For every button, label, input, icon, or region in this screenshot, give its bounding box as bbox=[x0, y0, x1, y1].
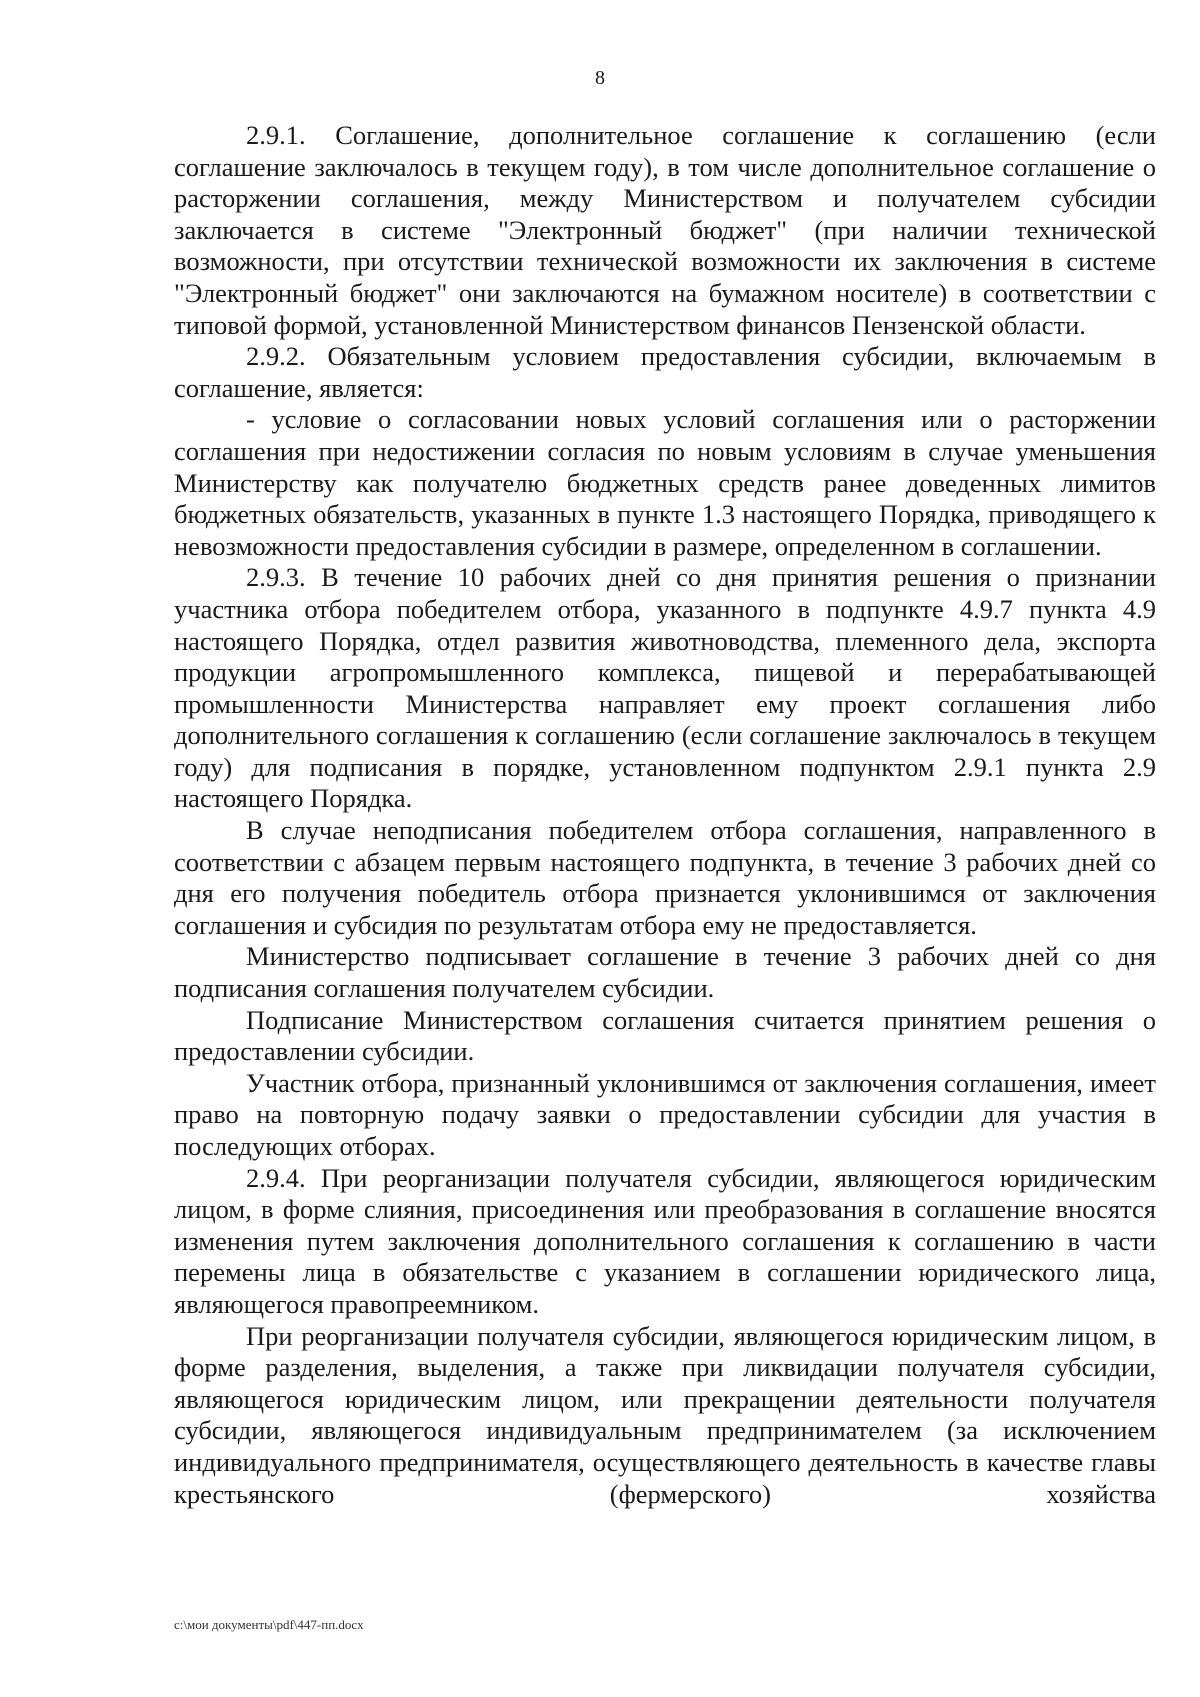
paragraph-signing-decision: Подписание Министерством соглашения считается принятием решения о предоставлении субсидии. bbox=[174, 1004, 1156, 1067]
paragraph-2-9-3: 2.9.3. В течение 10 рабочих дней со дня принятия решения о признании участника отбора победителем отбора, указанного в подпункте 4.9.7 пункта 4.9 настоящего Порядка, отдел развития животноводства, племенного дела, экспорта продукции агропромышленного комплекса, пищевой и перерабатывающей промышленности Министерства направляет ему проект соглашения либо дополнительного соглашения к соглашению (если соглашение заключалось в текущем году) для подписания в порядке, установленном подпунктом 2.9.1 пункта 2.9 настоящего Порядка. bbox=[174, 562, 1156, 814]
paragraph-2-9-4: 2.9.4. При реорганизации получателя субсидии, являющегося юридическим лицом, в форме слияния, присоединения или преобразования в соглашение вносятся изменения путем заключения дополнительного соглашения к соглашению в части перемены лица в обязательстве с указанием в соглашении юридического лица, являющегося правопреемником. bbox=[174, 1162, 1156, 1319]
paragraph-2-9-2: 2.9.2. Обязательным условием предоставления субсидии, включаемым в соглашение, является: bbox=[174, 341, 1156, 403]
paragraph-ministry-signs: Министерство подписывает соглашение в течение 3 рабочих дней со дня подписания соглашения получателем субсидии. bbox=[174, 941, 1156, 1004]
paragraph-non-signing: В случае неподписания победителем отбора соглашения, направленного в соответствии с абзацем первым настоящего подпункта, в течение 3 рабочих дней со дня его получения победитель отбора признается уклонившимся от заключения соглашения и субсидия по результатам отбора ему не предоставляется. bbox=[174, 815, 1156, 940]
page-number: 8 bbox=[595, 67, 605, 89]
paragraph-2-9-1: 2.9.1. Соглашение, дополнительное соглашение к соглашению (если соглашение заключалось в текущем году), в том числе дополнительное соглашение о расторжении соглашения, между Министерством и получателем субсидии заключается в системе "Электронный бюджет" (при наличии технической возможности, при отсутствии технической возможности их заключения в системе "Электронный бюджет" они заключаются на бумажном носителе) в соответствии с типовой формой, установленной Министерством финансов Пензенской области. bbox=[174, 120, 1156, 340]
paragraph-condition-item: - условие о согласовании новых условий соглашения или о расторжении соглашения при недостижении согласия по новым условиям в случае уменьшения Министерству как получателю бюджетных средств ранее доведенных лимитов бюджетных обязательств, указанных в пункте 1.3 настоящего Порядка, приводящего к невозможности предоставления субсидии в размере, определенном в соглашении. bbox=[174, 404, 1156, 561]
paragraph-reorganization: При реорганизации получателя субсидии, являющегося юридическим лицом, в форме разделения, выделения, а также при ликвидации получателя субсидии, являющегося юридическим лицом, или прекращении деятельности получателя субсидии, являющегося индивидуальным предпринимателем (за исключением индивидуального предпринимателя, осуществляющего деятельность в качестве главы крестьянского (фермерского) хозяйства bbox=[174, 1320, 1156, 1509]
footer-file-path: c:\мои документы\pdf\447-пп.docx bbox=[174, 1617, 364, 1632]
document-body bbox=[174, 120, 1156, 1510]
paragraph-resubmission-right: Участник отбора, признанный уклонившимся от заключения соглашения, имеет право на повторную подачу заявки о предоставлении субсидии для участия в последующих отборах. bbox=[174, 1067, 1156, 1161]
